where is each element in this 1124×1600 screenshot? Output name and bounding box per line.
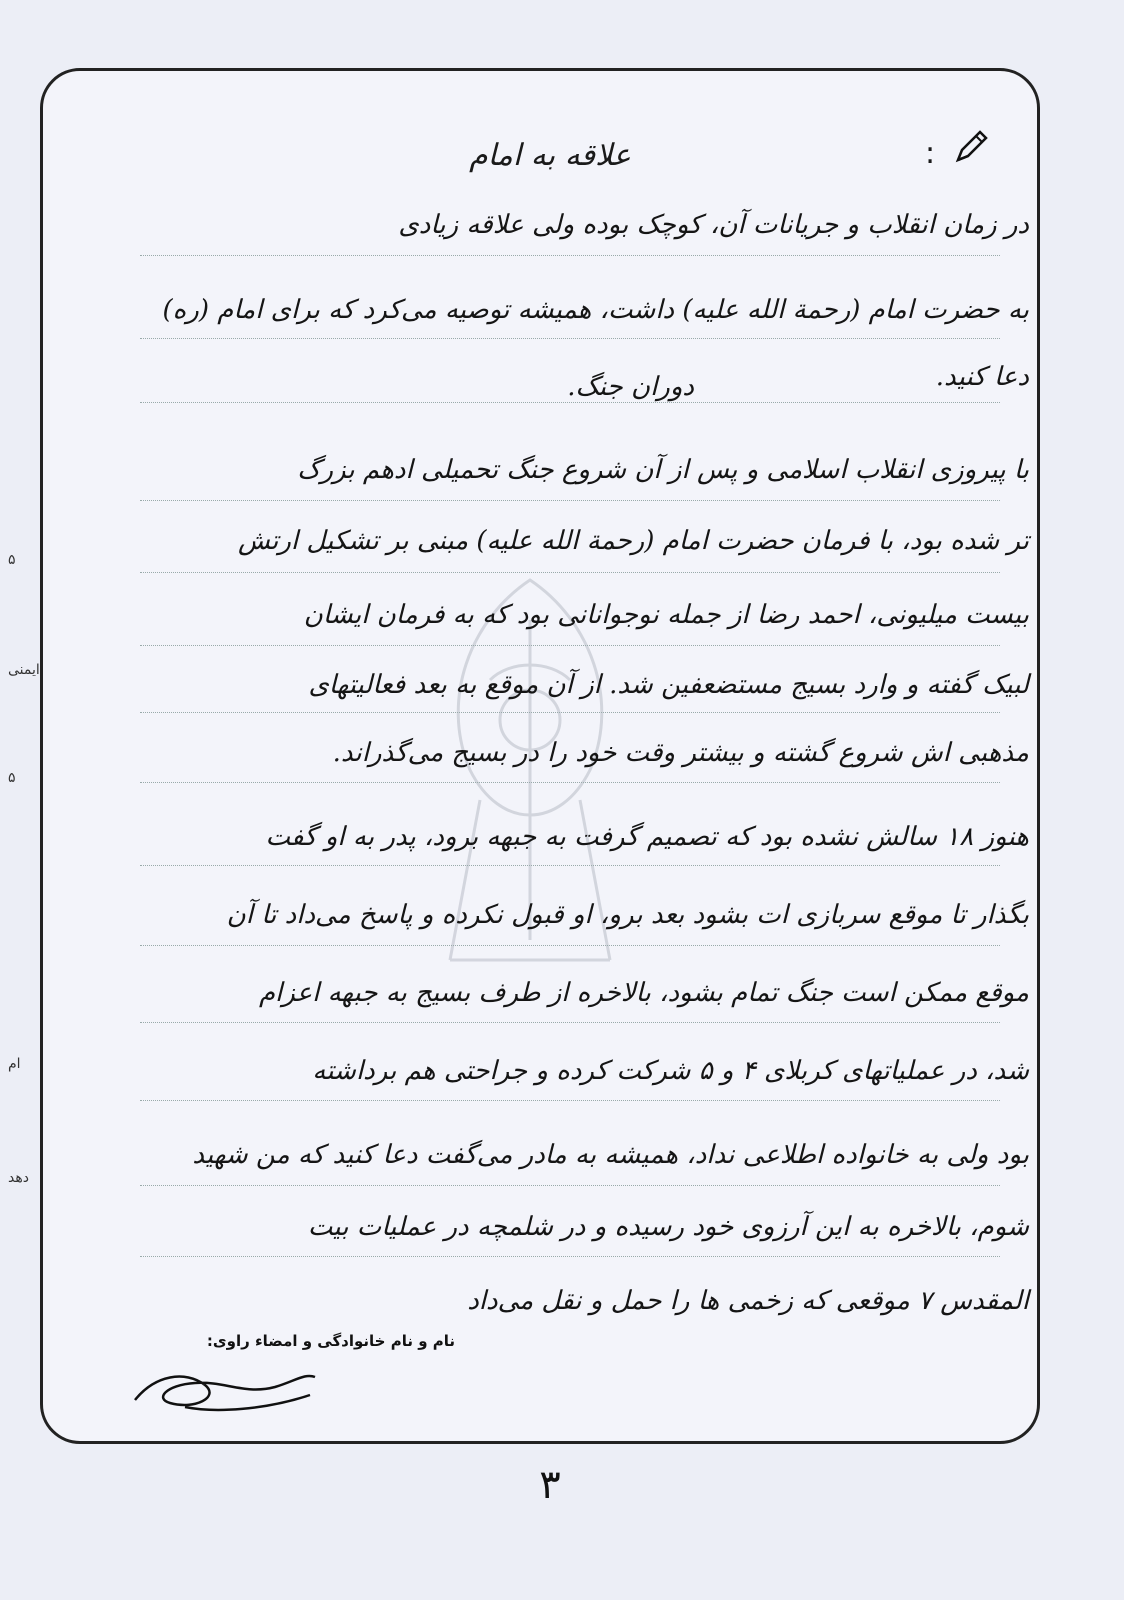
text-line-15: المقدس ۷ موقعی که زخمی ها را حمل و نقل می‌داد	[467, 1286, 1029, 1316]
margin-mark: ۵	[8, 552, 16, 568]
guide-line	[140, 572, 1000, 573]
margin-mark: ۵	[8, 770, 16, 786]
title-label-colon: :	[925, 136, 936, 171]
text-line-10: بگذار تا موقع سربازی ات بشود بعد برو، او قبول نکرده و پاسخ می‌داد تا آن	[226, 900, 1029, 930]
text-line-1: در زمان انقلاب و جریانات آن، کوچک بوده ولی علاقه زیادی	[398, 210, 1029, 240]
text-line-9: هنوز ۱۸ سالش نشده بود که تصمیم گرفت به جبهه برود، پدر به او گفت	[265, 822, 1029, 852]
guide-line	[140, 712, 1000, 713]
guide-line	[140, 1100, 1000, 1101]
guide-line	[140, 255, 1000, 256]
text-line-12: شد، در عملیاتهای کربلای ۴ و ۵ شرکت کرده و جراحتی هم برداشته	[312, 1056, 1029, 1086]
text-line-6: بیست میلیونی، احمد رضا از جمله نوجوانانی بود که به فرمان ایشان	[303, 600, 1029, 630]
guide-line	[140, 1256, 1000, 1257]
guide-line	[140, 782, 1000, 783]
guide-line	[140, 1022, 1000, 1023]
text-line-2: به حضرت امام (رحمة الله علیه) داشت، همیشه توصیه می‌کرد که برای امام (ره)	[162, 295, 1029, 325]
section-heading-war: دوران جنگ.	[567, 372, 694, 402]
text-line-5: تر شده بود، با فرمان حضرت امام (رحمة الله علیه) مبنی بر تشکیل ارتش	[237, 526, 1029, 556]
text-line-7: لبیک گفته و وارد بسیج مستضعفین شد. از آن موقع به بعد فعالیتهای	[308, 670, 1029, 700]
narrator-signature-label: نام و نام خانوادگی و امضاء راوی:	[206, 1332, 455, 1350]
text-line-13: بود ولی به خانواده اطلاعی نداد، همیشه به مادر می‌گفت دعا کنید که من شهید	[192, 1140, 1029, 1170]
guide-line	[140, 402, 1000, 403]
guide-line	[140, 338, 1000, 339]
margin-mark: ایمنی	[8, 662, 40, 678]
signature	[125, 1355, 325, 1415]
guide-line	[140, 645, 1000, 646]
margin-mark: دهد	[8, 1170, 29, 1186]
guide-line	[140, 1185, 1000, 1186]
pencil-icon	[950, 128, 990, 168]
text-line-11: موقع ممکن است جنگ تمام بشود، بالاخره از طرف بسیج به جبهه اعزام	[258, 978, 1029, 1008]
text-line-4: با پیروزی انقلاب اسلامی و پس از آن شروع جنگ تحمیلی ادهم بزرگ	[297, 455, 1029, 485]
text-line-14: شوم، بالاخره به این آرزوی خود رسیده و در شلمچه در عملیات بیت	[307, 1212, 1029, 1242]
guide-line	[140, 865, 1000, 866]
page-number: ۳	[539, 1462, 561, 1508]
margin-mark: ام	[8, 1056, 21, 1072]
guide-line	[140, 500, 1000, 501]
text-line-3: دعا کنید.	[935, 362, 1029, 392]
document-title: علاقه به امام	[469, 138, 631, 173]
text-line-8: مذهبی اش شروع گشته و بیشتر وقت خود را در بسیج می‌گذراند.	[332, 738, 1029, 768]
guide-line	[140, 945, 1000, 946]
